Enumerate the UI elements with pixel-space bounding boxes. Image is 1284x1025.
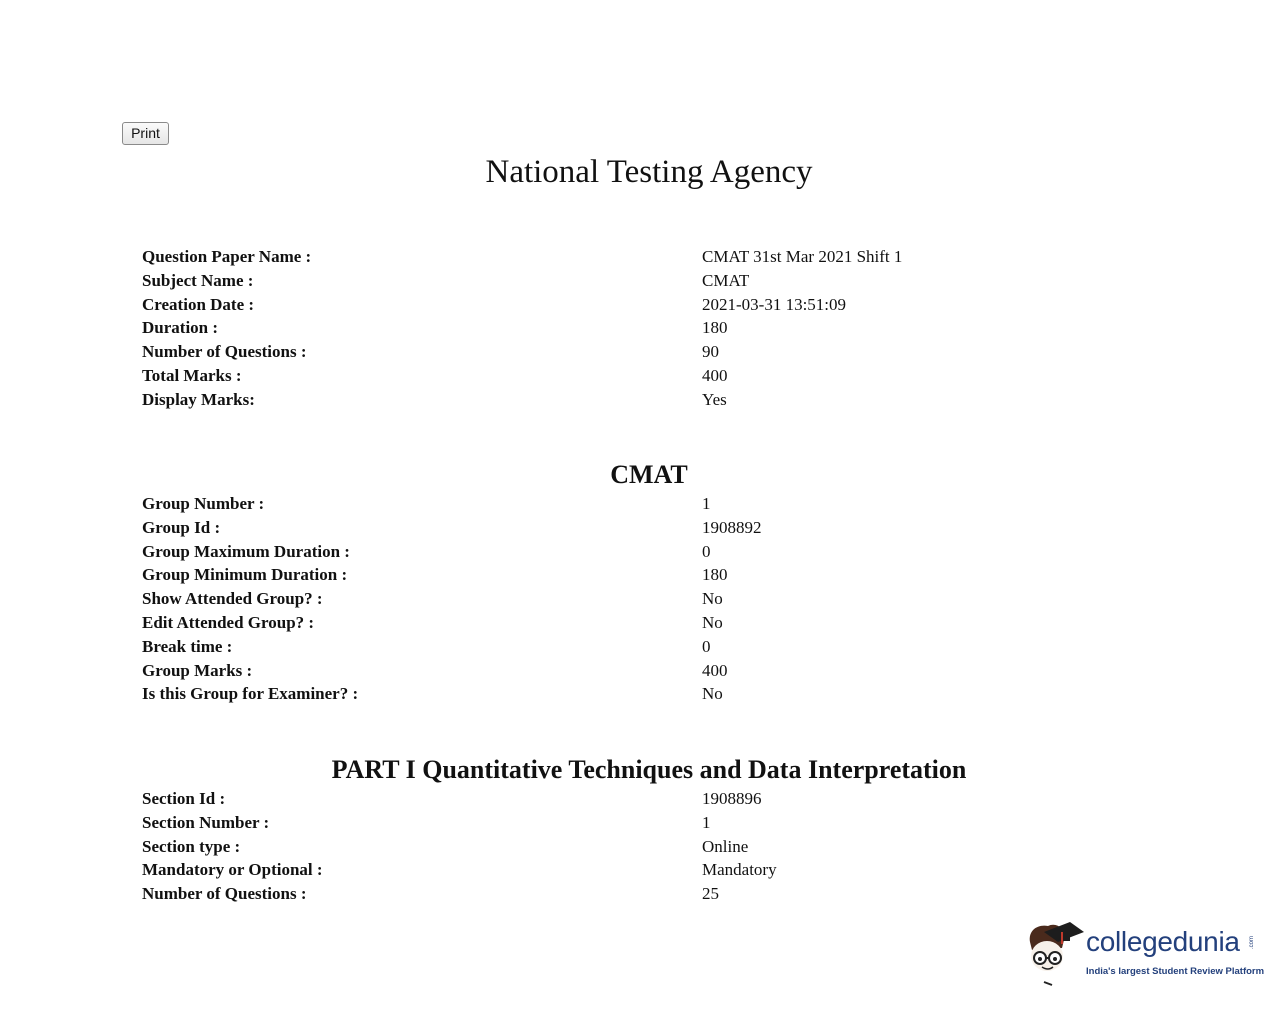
info-label: Group Number : xyxy=(142,494,265,513)
info-value: 0 xyxy=(702,636,711,656)
info-label: Subject Name : xyxy=(142,270,254,290)
info-label: Section Number : xyxy=(142,812,270,832)
logo-domain-suffix: .com xyxy=(1249,936,1255,950)
info-value: No xyxy=(702,684,723,704)
info-label: Group Minimum Duration : xyxy=(142,565,348,585)
print-button[interactable]: Print xyxy=(122,122,169,145)
info-row xyxy=(142,635,1042,659)
group-title: CMAT xyxy=(610,460,688,489)
section-title: PART I Quantitative Techniques and Data Interpretation xyxy=(331,755,967,784)
info-label: Total Marks : xyxy=(142,365,242,385)
info-label: Break time : xyxy=(142,636,233,656)
info-value: 180 xyxy=(702,565,728,585)
section-info-table xyxy=(142,787,1042,906)
info-row xyxy=(142,492,1042,516)
info-row xyxy=(142,682,1042,706)
info-label: Question Paper Name : xyxy=(142,247,312,266)
collegedunia-logo xyxy=(1022,918,1265,990)
logo-tagline: India's largest Student Review Platform xyxy=(1086,966,1265,977)
info-value: 0 xyxy=(702,541,711,561)
info-row xyxy=(142,364,1042,388)
info-value: 90 xyxy=(702,342,719,362)
info-value: Online xyxy=(702,836,749,856)
info-label: Mandatory or Optional : xyxy=(142,860,323,880)
info-value: No xyxy=(702,612,723,632)
info-label: Display Marks: xyxy=(142,389,255,409)
info-value: Yes xyxy=(702,389,727,409)
info-value: Mandatory xyxy=(702,860,777,880)
info-label: Group Id : xyxy=(142,517,221,537)
info-label: Number of Questions : xyxy=(142,342,307,362)
info-value: 25 xyxy=(702,884,719,904)
info-label: Creation Date : xyxy=(142,294,255,314)
mascot-graduation-cap-icon xyxy=(1022,918,1086,988)
info-label: Is this Group for Examiner? : xyxy=(142,684,359,704)
paper-info-table xyxy=(142,245,1042,412)
info-row xyxy=(142,882,1042,906)
info-row xyxy=(142,787,1042,811)
info-label: Duration : xyxy=(142,318,219,338)
info-row xyxy=(142,540,1042,564)
info-value: 400 xyxy=(702,365,728,385)
info-value: 1 xyxy=(702,812,711,832)
info-value: CMAT 31st Mar 2021 Shift 1 xyxy=(702,247,903,266)
info-value: No xyxy=(702,589,723,609)
info-row xyxy=(142,811,1042,835)
info-value: 1908892 xyxy=(702,517,762,537)
info-label: Number of Questions : xyxy=(142,884,307,904)
info-value: 1 xyxy=(702,494,711,513)
info-row xyxy=(142,516,1042,540)
page-title: National Testing Agency xyxy=(485,154,813,190)
logo-wordmark: collegedunia xyxy=(1086,926,1240,957)
info-label: Show Attended Group? : xyxy=(142,589,323,609)
info-row xyxy=(142,316,1042,340)
info-row xyxy=(142,293,1042,317)
info-row xyxy=(142,563,1042,587)
info-value: CMAT xyxy=(702,270,750,290)
info-row xyxy=(142,245,1042,269)
info-row xyxy=(142,587,1042,611)
info-value: 180 xyxy=(702,318,728,338)
info-row xyxy=(142,388,1042,412)
info-label: Group Marks : xyxy=(142,660,253,680)
info-value: 2021-03-31 13:51:09 xyxy=(702,294,847,314)
info-row xyxy=(142,269,1042,293)
group-info-table xyxy=(142,492,1042,706)
info-row xyxy=(142,858,1042,882)
info-value: 1908896 xyxy=(702,789,762,808)
info-label: Section type : xyxy=(142,836,241,856)
info-value: 400 xyxy=(702,660,728,680)
info-row xyxy=(142,340,1042,364)
info-row xyxy=(142,835,1042,859)
info-label: Section Id : xyxy=(142,789,226,808)
info-label: Group Maximum Duration : xyxy=(142,541,350,561)
info-label: Edit Attended Group? : xyxy=(142,612,315,632)
info-row xyxy=(142,659,1042,683)
info-row xyxy=(142,611,1042,635)
